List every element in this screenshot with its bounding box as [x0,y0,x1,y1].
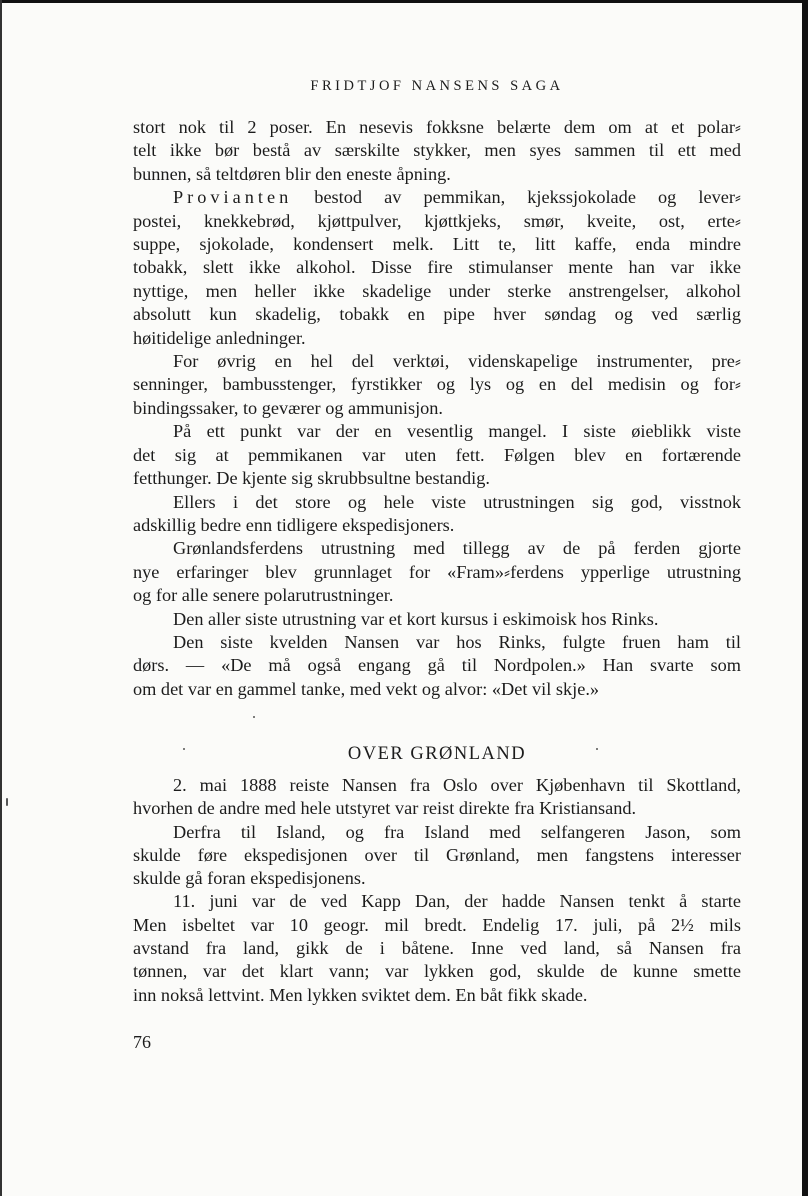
text-line: dørs. — «De må også engang gå til Nordpolen.» Han svarte som [133,655,741,676]
text-line: senninger, bambusstenger, fyrstikker og lys og en del medisin og for⸗ [133,374,741,395]
running-head: FRIDTJOF NANSENS SAGA [310,78,564,94]
text-line: avstand fra land, gikk de i båtene. Inne ved land, så Nansen fra [133,938,741,959]
text-line: absolutt kun skadelig, tobakk en pipe hver søndag og ved særlig [133,304,741,325]
text-line: På ett punkt var der en vesentlig mangel. I siste øieblikk viste [173,421,741,442]
text-line: Ellers i det store og hele viste utrustningen sig god, visstnok [173,491,741,512]
text-line: bindingssaker, to geværer og ammunisjon. [133,397,444,418]
text-line: telt ikke bør bestå av særskilte stykker, men syes sammen til ett med [133,140,741,161]
body-text-section-2 [133,774,741,1007]
text-line: høitidelige anledninger. [133,327,306,348]
scan-border-right [802,0,808,1196]
text-line: postei, knekkebrød, kjøttpulver, kjøttkjeks, smør, kveite, ost, erte⸗ [133,210,741,231]
body-text-section-1 [133,116,741,701]
scan-speck [596,748,598,750]
text-line: adskillig bedre enn tidligere ekspedisjoners. [133,514,455,535]
text-line: skulde føre ekspedisjonen over til Grønland, men fangstens interesser [133,844,741,865]
text-line-rest: bestod av pemmikan, kjekssjokolade og lever⸗ [292,187,741,208]
scan-speck [183,748,185,750]
text-line: om det var en gammel tanke, med vekt og alvor: «Det vil skje.» [133,678,600,699]
text-line: det sig at pemmikanen var uten fett. Følgen blev en fortærende [133,444,741,465]
scan-border-top [0,0,808,3]
text-line: fetthunger. De kjente sig skrubbsultne bestandig. [133,468,490,489]
text-line: skulde gå foran ekspedisjonens. [133,868,366,889]
text-line: Den aller siste utrustning var et kort kursus i eskimoisk hos Rinks. [173,608,659,629]
text-line: stort nok til 2 poser. En nesevis fokksne belærte dem om at et polar⸗ [133,117,741,137]
text-line: og for alle senere polarutrustninger. [133,585,394,606]
spaced-emphasis: Provianten [173,187,293,208]
text-line: inn nokså lettvint. Men lykken sviktet dem. En båt fikk skade. [133,984,588,1005]
scan-speck [6,798,8,806]
text-line: nyttige, men heller ikke skadelige under sterke anstrengelser, alkohol [133,280,741,301]
text-line: For øvrig en hel del verktøi, videnskapelige instrumenter, pre⸗ [173,351,741,372]
text-line: nye erfaringer blev grunnlaget for «Fram»⸗ferdens ypperlige utrustning [133,561,741,582]
page-number: 76 [133,1032,151,1052]
text-line: 2. mai 1888 reiste Nansen fra Oslo over Kjøbenhavn til Skottland, [173,775,741,795]
scan-speck [253,716,255,718]
text-line: hvorhen de andre med hele utstyret var reist direkte fra Kristiansand. [133,798,637,819]
text-line: Men isbeltet var 10 geogr. mil bredt. Endelig 17. juli, på 2½ mils [133,914,741,935]
text-line: 11. juni var de ved Kapp Dan, der hadde Nansen tenkt å starte [173,891,741,912]
text-line: tønnen, var det klart vann; var lykken god, skulde de kunne smette [133,961,741,982]
text-line: Den siste kvelden Nansen var hos Rinks, fulgte fruen ham til [173,631,741,652]
text-line: suppe, sjokolade, kondensert melk. Litt te, litt kaffe, enda mindre [133,234,741,255]
text-line: bunnen, så teltdøren blir den eneste åpning. [133,163,451,184]
text-line [133,186,741,209]
scan-border-left [0,0,2,1196]
text-line: Grønlandsferdens utrustning med tillegg av de på ferden gjorte [173,538,741,559]
text-line: tobakk, slett ikke alkohol. Disse fire stimulanser mente han var ikke [133,257,741,278]
section-heading: OVER GRØNLAND [347,744,527,764]
text-line: Derfra til Island, og fra Island med selfangeren Jason, som [173,821,741,842]
